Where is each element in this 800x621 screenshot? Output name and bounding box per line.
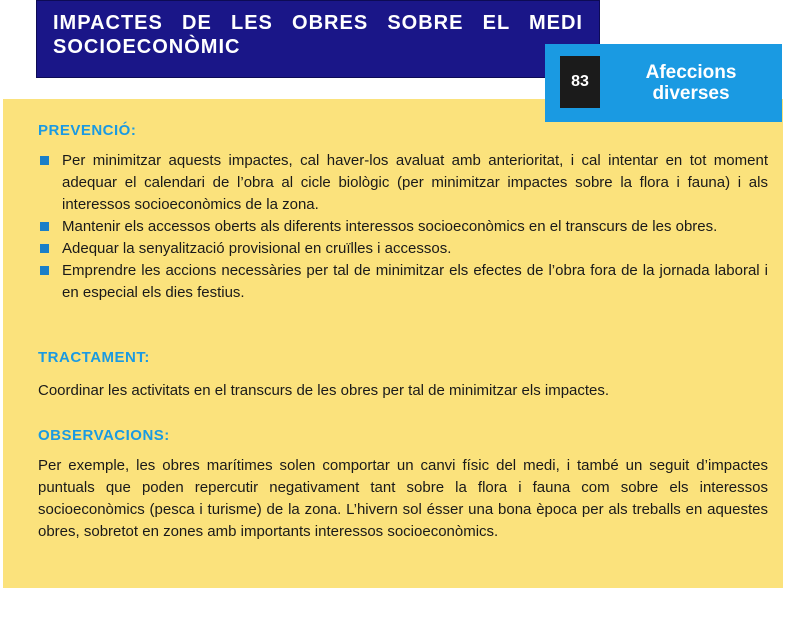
square-bullet-icon: [40, 266, 49, 275]
list-item: [38, 216, 768, 238]
sheet-number: 83: [560, 56, 600, 108]
list-item-text: Per minimitzar aquests impactes, cal haver-los avaluat amb anterioritat, i cal intentar en tot moment adequar el calendari de l’obra al cicle biològic (per minimitzar impactes sobre la flora i fauna) i als interessos socioeconòmics de la zona.: [62, 152, 768, 213]
square-bullet-icon: [40, 222, 49, 231]
list-item: [38, 260, 768, 304]
category-text: Afeccions diverses: [645, 62, 737, 104]
observacions-text: Per exemple, les obres marítimes solen comportar un canvi físic del medi, i també un seguit d’impactes puntuals que poden repercutir negativament tant sobre la flora i fauna com sobre els interessos socioeconòmics (pesca i turisme) de la zona. L’hivern sol ésser una bona època per als treballs en aquestes obres, sobretot en zones amb importants interessos socioeconòmics.: [38, 457, 768, 540]
list-item: [38, 150, 768, 216]
section-heading-observacions: OBSERVACIONS:: [38, 427, 170, 444]
list-item-text: Adequar la senyalització provisional en cruïlles i accessos.: [62, 240, 452, 257]
section-heading-prevencio: PREVENCIÓ:: [38, 122, 137, 139]
prevencio-list-container: [38, 150, 768, 304]
title-banner: [36, 0, 600, 78]
prevencio-list: [38, 150, 768, 304]
square-bullet-icon: [40, 156, 49, 165]
page-title: IMPACTES DE LES OBRES SOBRE EL MEDI SOCIOECONÒMIC: [53, 12, 583, 58]
list-item-text: Emprendre les accions necessàries per tal de minimitzar els efectes de l’obra fora de la jornada laboral i en especial els dies festius.: [62, 262, 768, 301]
section-heading-tractament: TRACTAMENT:: [38, 349, 150, 366]
list-item: [38, 238, 768, 260]
category-label: [600, 44, 782, 122]
list-item-text: Mantenir els accessos oberts als diferents interessos socioeconòmics en el transcurs de les obres.: [62, 218, 718, 235]
square-bullet-icon: [40, 244, 49, 253]
tractament-text: Coordinar les activitats en el transcurs de les obres per tal de minimitzar els impactes.: [38, 382, 610, 399]
